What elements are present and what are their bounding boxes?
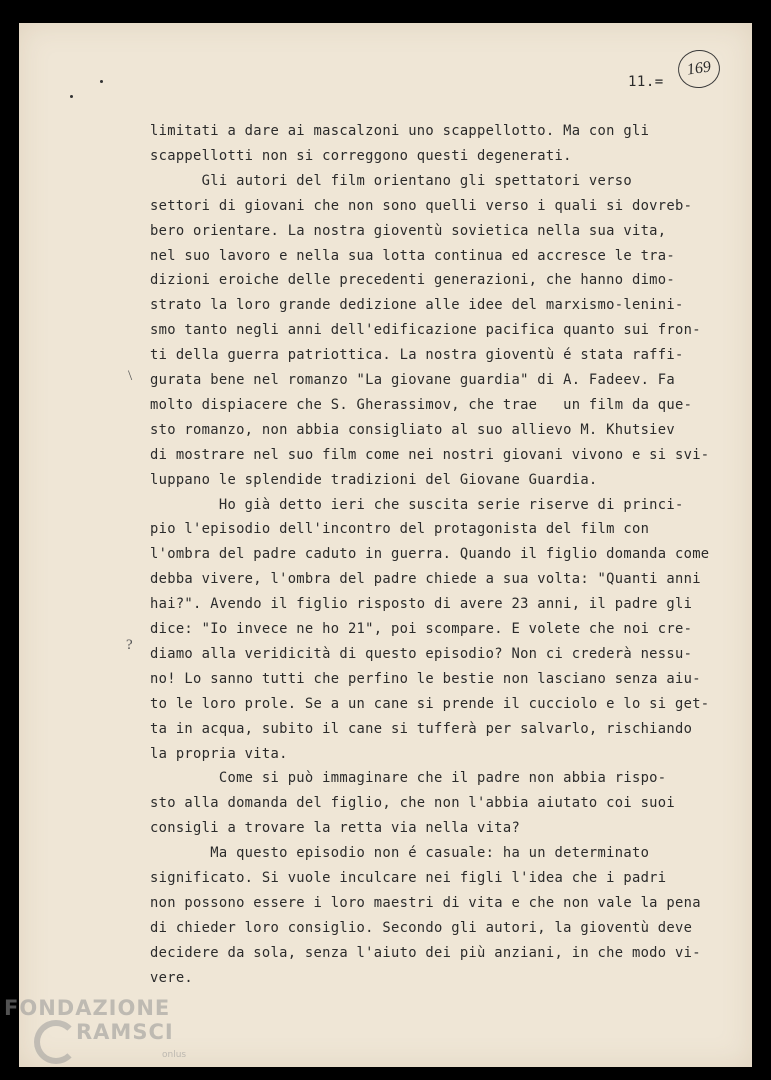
text-line: hai?". Avendo il figlio risposto di avere 23 anni, il padre gli <box>150 596 693 613</box>
text-line: vere. <box>150 969 194 986</box>
text-line: settori di giovani che non sono quelli verso i quali si dovreb- <box>150 197 693 214</box>
text-line: no! Lo sanno tutti che perfino le bestie non lasciano senza aiu- <box>150 670 701 687</box>
text-line: ta in acqua, subito il cane si tufferà per salvarlo, rischiando <box>150 720 693 737</box>
text-line: to le loro prole. Se a un cane si prende il cucciolo e lo si get- <box>150 695 710 712</box>
text-line: smo tanto negli anni dell'edificazione pacifica quanto sui fron- <box>150 322 701 339</box>
text-line: sto alla domanda del figlio, che non l'abbia aiutato coi suoi <box>150 795 675 812</box>
text-line: Come si può immaginare che il padre non abbia rispo- <box>150 770 667 787</box>
text-line: consigli a trovare la retta via nella vita? <box>150 820 521 837</box>
text-line: dice: "Io invece ne ho 21", poi scompare. E volete che noi cre- <box>150 621 693 637</box>
text-line: diamo alla veridicità di questo episodio? Non ci crederà nessu- <box>150 645 693 662</box>
text-line: non possono essere i loro maestri di vita e che non vale la pena <box>150 894 701 911</box>
watermark-title: FONDAZIONE <box>4 996 171 1020</box>
text-line: pio l'episodio dell'incontro del protagonista del film con <box>150 521 650 538</box>
text-line: sto romanzo, non abbia consigliato al suo allievo M. Khutsiev <box>150 421 675 438</box>
text-line: la propria vita. <box>150 745 288 762</box>
folio-stamp: 169 <box>676 47 723 90</box>
text-line: debba vivere, l'ombra del padre chiede a sua volta: "Quanti anni <box>150 571 701 588</box>
text-line: molto dispiacere che S. Gherassimov, che trae un film da que- <box>150 396 693 413</box>
text-line: luppano le splendide tradizioni del Giovane Guardia. <box>150 471 598 488</box>
page-number: 11.= <box>628 74 664 90</box>
watermark-subtitle: RAMSCI <box>76 1020 174 1044</box>
text-line: limitati a dare ai mascalzoni uno scappellotto. Ma con gli <box>150 123 650 139</box>
text-line: scappellotti non si correggono questi degenerati. <box>150 147 572 164</box>
punch-mark <box>100 80 103 83</box>
text-line: Ho già detto ieri che suscita serie riserve di princi- <box>150 496 684 513</box>
text-line: gurata bene nel romanzo "La giovane guardia" di A. Fadeev. Fa <box>150 372 675 388</box>
text-line: nel suo lavoro e nella sua lotta continua ed accresce le tra- <box>150 247 675 264</box>
text-line: bero orientare. La nostra gioventù sovietica nella sua vita, <box>150 222 667 239</box>
text-line: decidere da sola, senza l'aiuto dei più anziani, in che modo vi- <box>150 944 701 961</box>
watermark-logo <box>4 996 194 1080</box>
text-line: Gli autori del film orientano gli spettatori verso <box>150 172 632 189</box>
punch-mark <box>70 95 73 98</box>
text-line: dizioni eroiche delle precedenti generazioni, che hanno dimo- <box>150 272 675 289</box>
text-line: di mostrare nel suo film come nei nostri giovani vivono e si svi- <box>150 446 710 463</box>
text-line: di chieder loro consiglio. Secondo gli autori, la gioventù deve <box>150 919 693 936</box>
text-line: ti della guerra patriottica. La nostra gioventù é stata raffi- <box>150 347 684 364</box>
text-line: significato. Si vuole inculcare nei figli l'idea che i padri <box>150 870 667 886</box>
text-line: strato la loro grande dedizione alle idee del marxismo-lenini- <box>150 297 684 314</box>
margin-annotation: ? <box>126 637 133 653</box>
text-line: l'ombra del padre caduto in guerra. Quando il figlio domanda come <box>150 546 710 563</box>
watermark-suffix: onlus <box>162 1050 187 1060</box>
margin-annotation: \ <box>128 368 133 384</box>
watermark-g-icon <box>34 1020 78 1064</box>
text-line: Ma questo episodio non é casuale: ha un determinato <box>150 845 650 862</box>
